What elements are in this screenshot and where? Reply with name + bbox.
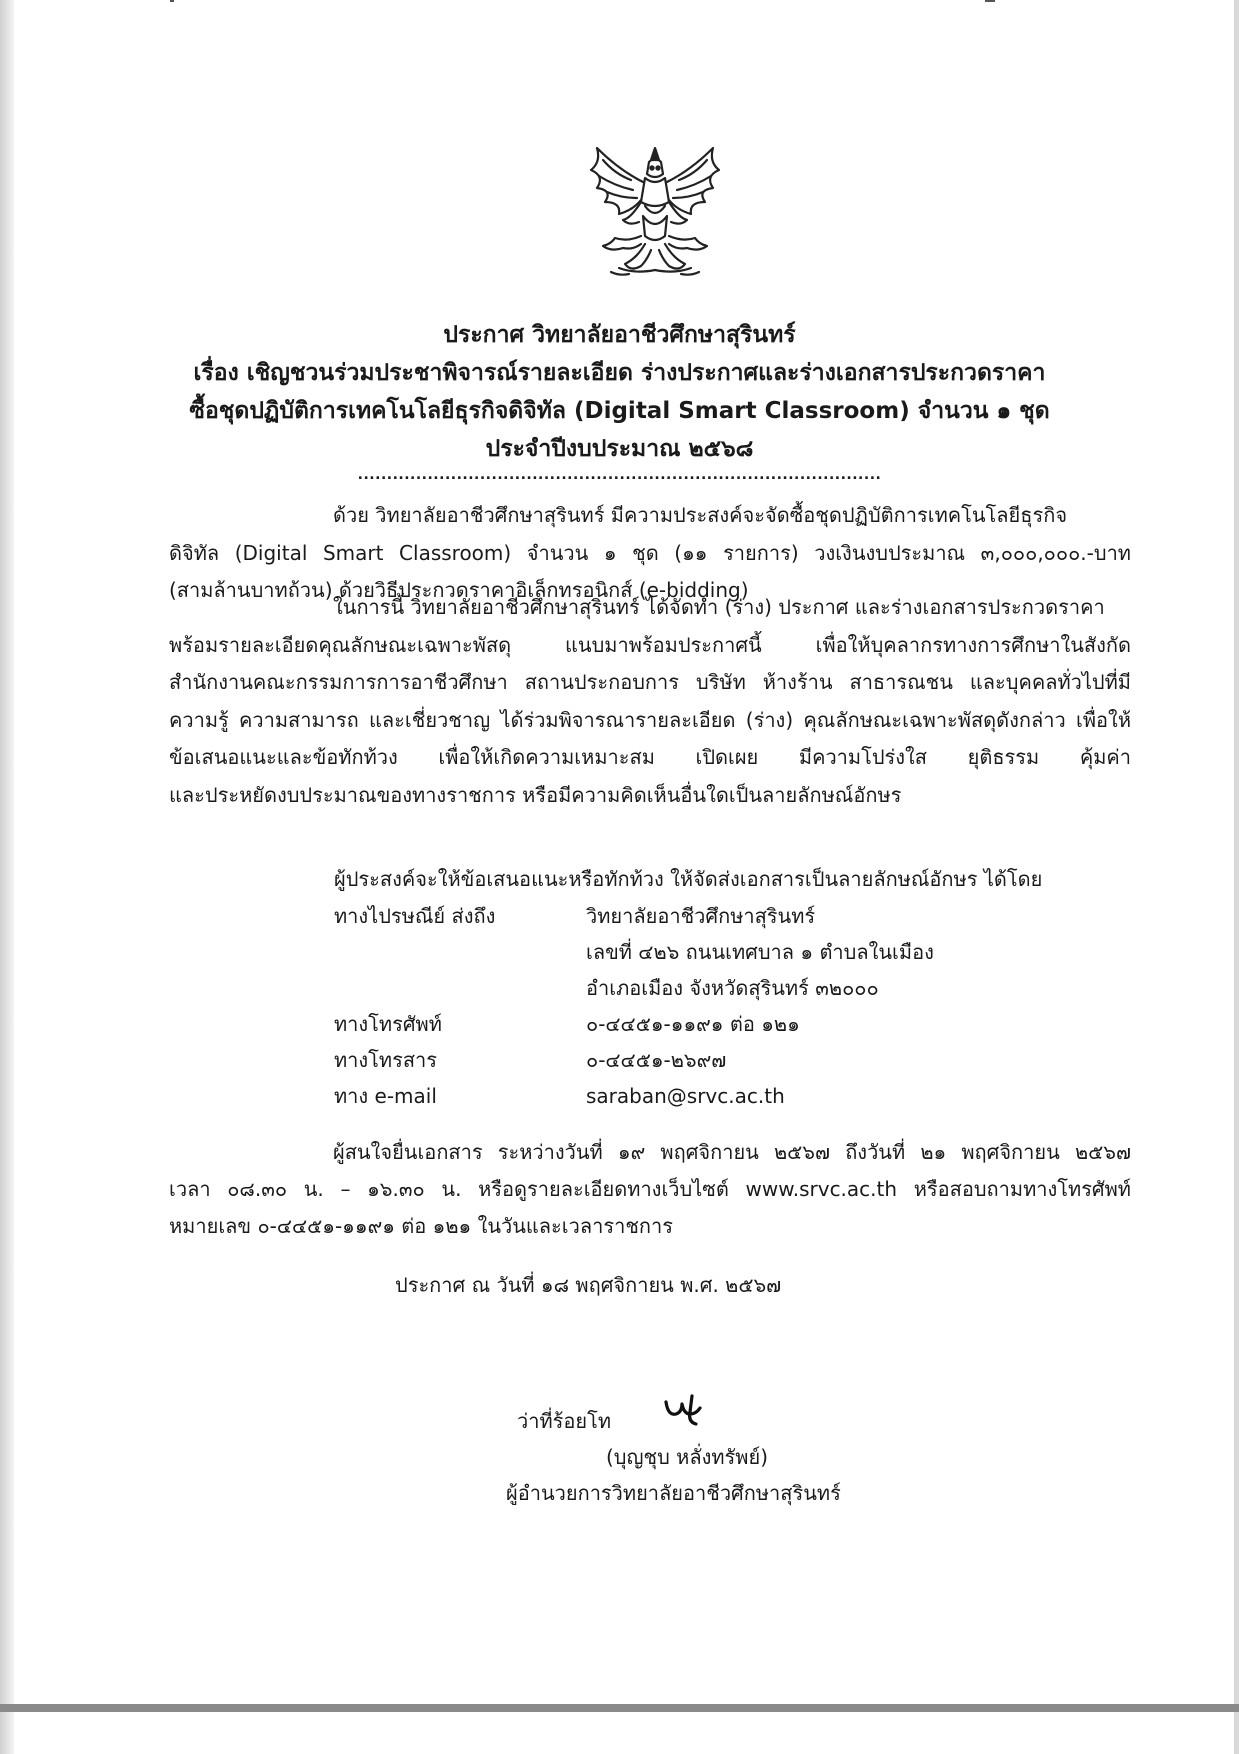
post-address-line: เลขที่ ๔๒๖ ถนนเทศบาล ๑ ตำบลในเมือง [586, 940, 934, 964]
paragraph-line: สำนักงานคณะกรรมการการอาชีวศึกษา สถานประกอบการ บริษัท ห้างร้าน สาธารณชน และบุคคลทั่วไปที่มี [169, 670, 1131, 694]
blank-label [334, 934, 586, 970]
paragraph-line: หมายเลข ๐-๔๔๕๑-๑๑๙๑ ต่อ ๑๒๑ ในวันและเวลาราชการ [169, 1214, 673, 1238]
email-label: ทาง e-mail [334, 1084, 437, 1108]
post-label: ทางไปรษณีย์ ส่งถึง [334, 904, 496, 928]
signer-position: ผู้อำนวยการวิทยาลัยอาชีวศึกษาสุรินทร์ [506, 1481, 841, 1505]
fax-value: ๐-๔๔๕๑-๒๖๙๗ [586, 1048, 727, 1072]
scan-edge-left [0, 0, 14, 1754]
paragraph-line: (สามล้านบาทถ้วน) ด้วยวิธีประกวดราคาอิเล็กทรอนิกส์ (e-bidding) [169, 578, 749, 602]
contact-row-fax [334, 1042, 1094, 1078]
signer-rank: ว่าที่ร้อยโท [517, 1409, 612, 1433]
paragraph-submission-period [169, 1134, 1131, 1245]
paragraph-line: เวลา ๐๘.๓๐ น. – ๑๖.๓๐ น. หรือดูรายละเอียดทางเว็บไซต์ www.srvc.ac.th หรือสอบถามทางโทรศัพท์ [169, 1177, 1131, 1201]
contact-row-post [334, 934, 1094, 970]
paragraph-line: ในการนี้ วิทยาลัยอาชีวศึกษาสุรินทร์ ได้จัดทำ (ร่าง) ประกาศ และร่างเอกสารประกวดราคา [333, 595, 1105, 619]
blank-label [334, 970, 586, 1006]
heading-fiscal-year: ประจำปีงบประมาณ ๒๕๖๘ [485, 436, 754, 462]
paragraph-line: ความรู้ ความสามารถ และเชี่ยวชาญ ได้ร่วมพิจารณารายละเอียด (ร่าง) คุณลักษณะเฉพาะพัสดุดังกล่าว เพื่อให้ [169, 707, 1131, 732]
post-address-line: วิทยาลัยอาชีวศึกษาสุรินทร์ [586, 904, 816, 928]
paragraph-line: ผู้สนใจยื่นเอกสาร ระหว่างวันที่ ๑๙ พฤศจิกายน ๒๕๖๗ ถึงวันที่ ๒๑ พฤศจิกายน ๒๕๖๗ [333, 1140, 1131, 1164]
paragraph-draft-review [169, 589, 1131, 814]
dotted-separator: .......................................................................................... [357, 467, 882, 483]
heading-subject: เรื่อง เชิญชวนร่วมประชาพิจารณ์รายละเอียด ร่างประกาศและร่างเอกสารประกวดราคา [193, 360, 1046, 386]
contact-intro: ผู้ประสงค์จะให้ข้อเสนอแนะหรือทักท้วง ให้จัดส่งเอกสารเป็นลายลักษณ์อักษร ได้โดย [334, 867, 1043, 891]
contact-block [334, 861, 1094, 1114]
announcement-date: ประกาศ ณ วันที่ ๑๘ พฤศจิกายน พ.ศ. ๒๕๖๗ [395, 1273, 782, 1297]
paragraph-line: ด้วย วิทยาลัยอาชีวศึกษาสุรินทร์ มีความประสงค์จะจัดซื้อชุดปฏิบัติการเทคโนโลยีธุรกิจ [333, 503, 1068, 527]
paragraph-line: และประหยัดงบประมาณของทางราชการ หรือมีความคิดเห็นอื่นใดเป็นลายลักษณ์อักษร [169, 782, 902, 807]
heading-subject-detail: ซื้อชุดปฏิบัติการเทคโนโลยีธุรกิจดิจิทัล (Digital Smart Classroom) จำนวน ๑ ชุด [189, 398, 1050, 424]
handwritten-signature [660, 1392, 708, 1428]
scan-edge-right [1234, 0, 1239, 1754]
email-value: saraban@srvc.ac.th [586, 1084, 785, 1108]
paragraph-line: ดิจิทัล (Digital Smart Classroom) จำนวน ๑ ชุด (๑๑ รายการ) วงเงินงบประมาณ ๓,๐๐๐,๐๐๐.-บาท [169, 540, 1131, 565]
contact-row-post [334, 898, 1094, 934]
post-address-line: อำเภอเมือง จังหวัดสุรินทร์ ๓๒๐๐๐ [586, 976, 879, 1000]
phone-label: ทางโทรศัพท์ [334, 1012, 442, 1036]
fax-label: ทางโทรสาร [334, 1048, 438, 1072]
scan-speck [985, 0, 995, 2]
phone-value: ๐-๔๔๕๑-๑๑๙๑ ต่อ ๑๒๑ [586, 1012, 800, 1036]
paragraph-line: ข้อเสนอแนะและข้อทักท้วง เพื่อให้เกิดความเหมาะสม เปิดเผย มีความโปร่งใส ยุติธรรม คุ้มค่า [169, 745, 1131, 769]
paragraph-line: พร้อมรายละเอียดคุณลักษณะเฉพาะพัสดุ แนบมาพร้อมประกาศนี้ เพื่อให้บุคลากรทางการศึกษาในสังกัด [169, 632, 1131, 657]
signer-name: (บุญชุบ หลั่งทรัพย์) [606, 1445, 769, 1469]
scan-edge-bottom [0, 1704, 1239, 1712]
contact-row-phone [334, 1006, 1094, 1042]
scan-speck [170, 0, 174, 2]
garuda-emblem [575, 140, 735, 280]
contact-row-email [334, 1078, 1094, 1114]
heading-announcement: ประกาศ วิทยาลัยอาชีวศึกษาสุรินทร์ [443, 322, 796, 348]
contact-row-post [334, 970, 1094, 1006]
